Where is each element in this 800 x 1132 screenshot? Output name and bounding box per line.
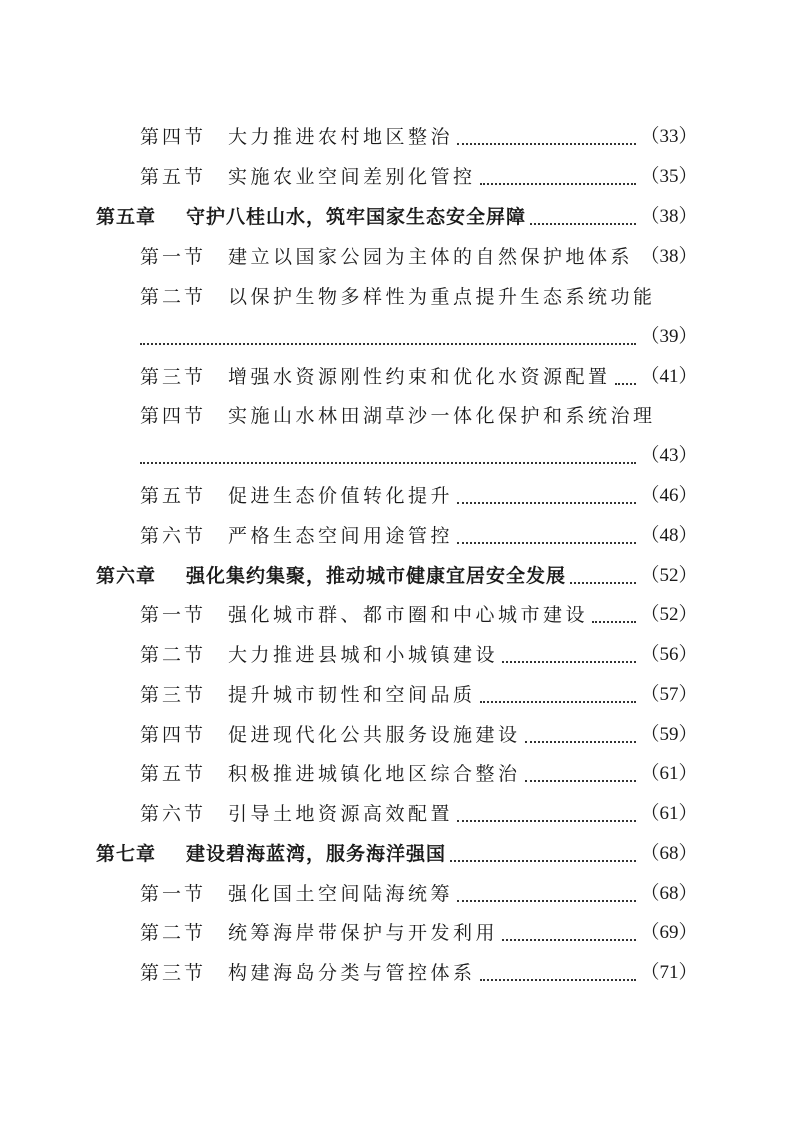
- page-number: （35）: [640, 166, 698, 187]
- toc-section-entry[interactable]: [0, 279, 800, 315]
- section-number: 第一节: [140, 883, 207, 905]
- page-number: （68）: [640, 883, 698, 904]
- page-number: （39）: [640, 326, 698, 347]
- toc-section-entry[interactable]: [0, 677, 800, 713]
- page-number: （68）: [640, 843, 698, 864]
- page-number: （33）: [640, 126, 698, 147]
- chapter-number: 第六章: [96, 565, 157, 587]
- page-number: （56）: [640, 644, 698, 665]
- dot-leader: [140, 343, 636, 345]
- section-title: 促进现代化公共服务设施建设: [228, 724, 521, 746]
- chapter-number: 第五章: [96, 206, 157, 228]
- section-title: 引导土地资源高效配置: [228, 803, 454, 825]
- page-number: （59）: [640, 724, 698, 745]
- section-number: 第四节: [140, 405, 207, 427]
- page-number: （46）: [640, 485, 698, 506]
- section-number: 第三节: [140, 366, 207, 388]
- page-number: （38）: [640, 246, 698, 267]
- chapter-title: 强化集约集聚，推动城市健康宜居安全发展: [186, 565, 567, 587]
- dot-leader: [457, 542, 636, 544]
- chapter-title: 建设碧海蓝湾，服务海洋强国: [186, 843, 447, 865]
- section-title: 增强水资源刚性约束和优化水资源配置: [228, 366, 611, 388]
- toc-section-entry[interactable]: [0, 915, 800, 951]
- page-number: （41）: [640, 366, 698, 387]
- dot-leader: [457, 900, 636, 902]
- section-number: 第五节: [140, 763, 207, 785]
- dot-leader: [457, 502, 636, 504]
- toc-section-entry[interactable]: [0, 359, 800, 395]
- section-title: 提升城市韧性和空间品质: [228, 684, 476, 706]
- section-number: 第五节: [140, 485, 207, 507]
- dot-leader: [457, 143, 636, 145]
- section-number: 第一节: [140, 604, 207, 626]
- chapter-title: 守护八桂山水，筑牢国家生态安全屏障: [186, 206, 527, 228]
- toc-chapter-entry[interactable]: [0, 199, 800, 235]
- dot-leader: [525, 741, 636, 743]
- section-number: 第三节: [140, 684, 207, 706]
- section-title: 实施农业空间差别化管控: [228, 166, 476, 188]
- section-title: 强化城市群、都市圈和中心城市建设: [228, 604, 589, 626]
- dot-leader: [480, 183, 636, 185]
- page-number: （52）: [640, 565, 698, 586]
- section-number: 第四节: [140, 126, 207, 148]
- toc-section-entry[interactable]: [0, 637, 800, 673]
- page-number: （43）: [640, 445, 698, 466]
- toc-section-entry[interactable]: [0, 239, 800, 275]
- section-number: 第二节: [140, 922, 207, 944]
- section-number: 第五节: [140, 166, 207, 188]
- toc-section-entry[interactable]: [0, 717, 800, 753]
- section-number: 第三节: [140, 962, 207, 984]
- section-title: 实施山水林田湖草沙一体化保护和系统治理: [228, 405, 656, 427]
- section-title: 促进生态价值转化提升: [228, 485, 454, 507]
- section-title: 大力推进县城和小城镇建设: [228, 644, 499, 666]
- chapter-number: 第七章: [96, 843, 157, 865]
- dot-leader: [450, 860, 636, 862]
- toc-section-entry[interactable]: [0, 398, 800, 434]
- section-title: 建立以国家公园为主体的自然保护地体系: [228, 246, 634, 268]
- toc-chapter-entry[interactable]: [0, 836, 800, 872]
- page-number: （57）: [640, 684, 698, 705]
- page-number: （52）: [640, 604, 698, 625]
- toc-section-entry[interactable]: [0, 478, 800, 514]
- dot-leader: [530, 223, 636, 225]
- toc-entry-continuation[interactable]: [0, 319, 800, 355]
- section-title: 统筹海岸带保护与开发利用: [228, 922, 499, 944]
- dot-leader: [592, 621, 636, 623]
- toc-chapter-entry[interactable]: [0, 558, 800, 594]
- toc-section-entry[interactable]: [0, 796, 800, 832]
- section-title: 构建海岛分类与管控体系: [228, 962, 476, 984]
- dot-leader: [615, 383, 636, 385]
- section-title: 大力推进农村地区整治: [228, 126, 454, 148]
- toc-section-entry[interactable]: [0, 756, 800, 792]
- section-number: 第一节: [140, 246, 207, 268]
- toc-section-entry[interactable]: [0, 119, 800, 155]
- dot-leader: [502, 939, 636, 941]
- toc-section-entry[interactable]: [0, 159, 800, 195]
- section-number: 第六节: [140, 803, 207, 825]
- toc-section-entry[interactable]: [0, 876, 800, 912]
- section-title: 严格生态空间用途管控: [228, 525, 454, 547]
- section-number: 第四节: [140, 724, 207, 746]
- section-number: 第六节: [140, 525, 207, 547]
- dot-leader: [457, 820, 636, 822]
- toc-section-entry[interactable]: [0, 955, 800, 991]
- section-title: 以保护生物多样性为重点提升生态系统功能: [228, 286, 656, 308]
- section-number: 第二节: [140, 644, 207, 666]
- page-number: （71）: [640, 962, 698, 983]
- dot-leader: [480, 979, 636, 981]
- dot-leader: [480, 701, 636, 703]
- section-title: 强化国土空间陆海统筹: [228, 883, 454, 905]
- page-number: （38）: [640, 206, 698, 227]
- page-number: （61）: [640, 803, 698, 824]
- dot-leader: [570, 582, 636, 584]
- page-number: （48）: [640, 525, 698, 546]
- page-number: （61）: [640, 763, 698, 784]
- section-number: 第二节: [140, 286, 207, 308]
- dot-leader: [140, 462, 636, 464]
- section-title: 积极推进城镇化地区综合整治: [228, 763, 521, 785]
- dot-leader: [502, 661, 636, 663]
- page-number: （69）: [640, 922, 698, 943]
- dot-leader: [525, 780, 636, 782]
- toc-entry-continuation[interactable]: [0, 438, 800, 474]
- toc-section-entry[interactable]: [0, 597, 800, 633]
- toc-section-entry[interactable]: [0, 518, 800, 554]
